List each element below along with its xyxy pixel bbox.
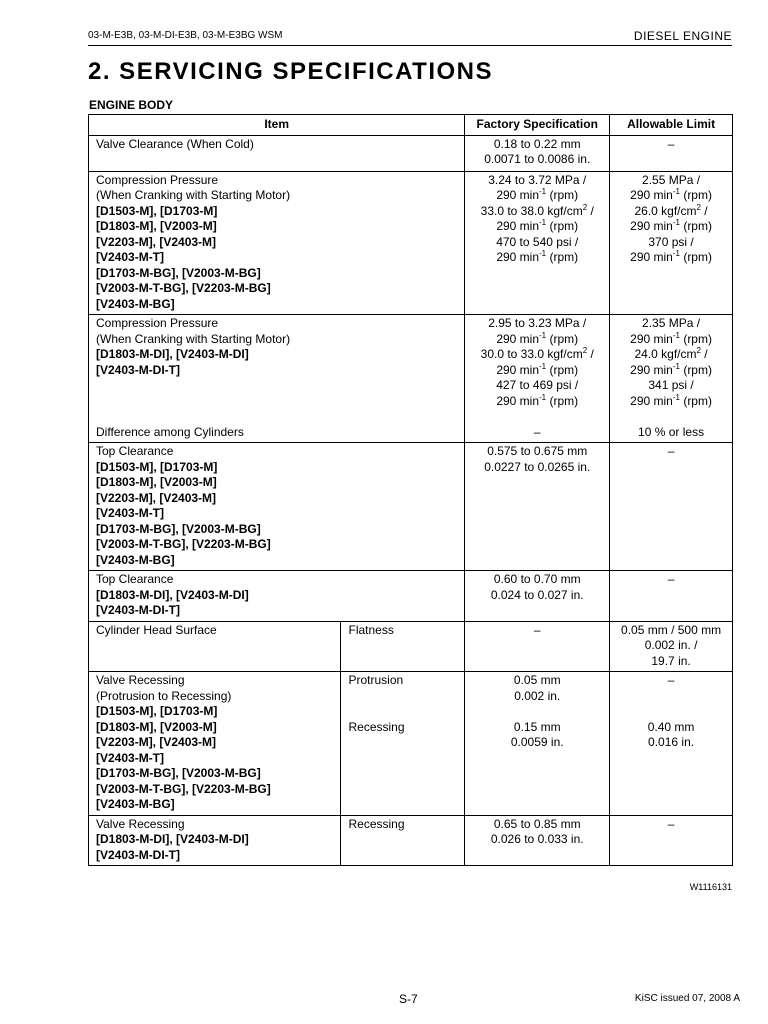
issue-note: KiSC issued 07, 2008 A [634, 993, 740, 1004]
row1-limit [610, 135, 733, 171]
value-line: 0.05 mm / 500 mm [621, 622, 722, 637]
model-line: [D1703-M-BG], [V2003-M-BG] [96, 766, 261, 780]
item-text: Top Clearance [96, 572, 174, 586]
value-line: 24.0 kgf/$cm^2$ / [634, 346, 708, 361]
model-line: [V2203-M], [V2403-M] [96, 490, 217, 505]
row5-factory [465, 571, 610, 622]
table-row [89, 672, 733, 816]
item-text: Valve Recessing [96, 816, 185, 831]
table-row [89, 135, 733, 171]
row8-factory [465, 815, 610, 866]
table-row [89, 171, 733, 315]
row7-sub [341, 672, 465, 816]
row7-item [89, 672, 341, 816]
value-line: 290 $\min^{-1} (rpm)$ [630, 187, 712, 202]
value-line: 290 $\min^{-1} (rpm)$ [496, 249, 579, 264]
value-line: 26.0 kgf/$cm^2$ / [634, 202, 708, 218]
model-line: [D1803-M], [V2003-M] [96, 475, 217, 489]
model-line: [D1503-M], [D1703-M] [96, 203, 218, 218]
value-line: 3.24 to 3.72 MPa / [488, 172, 587, 187]
value-line: 370 psi / [648, 234, 694, 249]
value-line: – [533, 424, 541, 439]
sub-item-text: Recessing [348, 719, 405, 734]
model-line: [D1803-M-DI], [V2403-M-DI] [96, 832, 249, 846]
model-line: [V2403-M-DI-T] [96, 603, 181, 617]
table-row [89, 315, 733, 443]
value-line: 30.0 to 33.0 kgf/$cm^2$ / [480, 346, 594, 361]
value-line: 427 to 469 psi / [496, 378, 579, 392]
item-text: Cylinder Head Surface [96, 622, 217, 637]
sub-item-text: Recessing [348, 816, 405, 831]
value-line: 290 $\min^{-1} (rpm)$ [630, 249, 712, 264]
model-line: [V2403-M-BG] [96, 797, 175, 811]
model-line: [D1803-M-DI], [V2403-M-DI] [96, 347, 249, 361]
value-line: 290 $\min^{-1} (rpm)$ [496, 187, 579, 202]
value-line: – [533, 622, 541, 637]
row6-item [89, 621, 341, 672]
model-line: [D1803-M-DI], [V2403-M-DI] [96, 587, 249, 602]
value-line: 290 $\min^{-1} (rpm)$ [496, 392, 579, 408]
value-line: 0.024 to 0.027 in. [490, 587, 584, 602]
value-line: 0.18 to 0.22 mm [493, 136, 581, 151]
model-line: [V2403-M-T] [96, 506, 165, 520]
value-line: 0.0071 to 0.0086 in. [484, 152, 591, 166]
model-line: [V2003-M-T-BG], [V2203-M-BG] [96, 281, 271, 295]
row2-limit [610, 171, 733, 315]
row5-item [89, 571, 465, 622]
row1-factory [465, 135, 610, 171]
item-text: Top Clearance [96, 444, 174, 458]
value-line: 2.95 to 3.23 MPa / [488, 316, 587, 330]
row1-item [89, 135, 465, 171]
model-line: [D1803-M], [V2003-M] [96, 719, 217, 734]
value-line: – [667, 673, 675, 687]
model-line: [V2403-M-T] [96, 750, 165, 765]
value-line: 290 $\min^{-1} (rpm)$ [630, 392, 712, 408]
header-right: DIESEL ENGINE [633, 29, 732, 43]
value-line: 0.0059 in. [510, 735, 564, 749]
row5-limit [610, 571, 733, 622]
value-line: 19.7 in. [651, 653, 691, 668]
value-line: 0.05 mm [513, 673, 561, 687]
row7-factory [465, 672, 610, 816]
item-text: (When Cranking with Starting Motor) [96, 331, 291, 346]
row3-limit [610, 315, 733, 443]
value-line: 0.002 in. [514, 688, 561, 703]
value-line: 0.016 in. [648, 735, 695, 749]
value-line: 0.575 to 0.675 mm [487, 444, 588, 458]
row2-item [89, 171, 465, 315]
model-line: [V2403-M-DI-T] [96, 847, 181, 862]
value-line: 33.0 to 38.0 kgf/$cm^2$ / [480, 202, 594, 218]
model-line: [V2403-M-BG] [96, 552, 175, 567]
table-row [89, 443, 733, 571]
value-line: – [667, 444, 675, 458]
table-header-row [89, 115, 733, 136]
row6-limit [610, 621, 733, 672]
row8-limit [610, 815, 733, 866]
row3-factory [465, 315, 610, 443]
value-line: 290 $\min^{-1} (rpm)$ [630, 330, 712, 346]
value-line: 0.60 to 0.70 mm [493, 572, 581, 586]
row3-item [89, 315, 465, 443]
model-line: [D1703-M-BG], [V2003-M-BG] [96, 521, 261, 536]
value-line: 0.0227 to 0.0265 in. [484, 459, 591, 474]
header-left: 03-M-E3B, 03-M-DI-E3B, 03-M-E3BG WSM [88, 30, 283, 41]
value-line: – [667, 136, 675, 151]
item-text: (Protrusion to Recessing) [96, 688, 232, 703]
document-code: W1116131 [689, 882, 732, 892]
item-text: Valve Recessing [96, 673, 185, 687]
header-factory: Factory Specification [465, 115, 610, 136]
value-line: 0.002 in. / [644, 638, 698, 652]
model-line: [D1803-M], [V2003-M] [96, 219, 217, 233]
table-row [89, 815, 733, 866]
header-limit: Allowable Limit [610, 115, 733, 136]
item-text: (When Cranking with Starting Motor) [96, 188, 291, 202]
item-text: Compression Pressure [96, 316, 219, 330]
value-line: 341 psi / [648, 378, 694, 392]
row8-sub [341, 815, 465, 866]
header-rule [88, 45, 732, 46]
value-line: 470 to 540 psi / [496, 234, 579, 249]
model-line: [D1503-M], [D1703-M] [96, 459, 218, 474]
row6-factory [465, 621, 610, 672]
model-line: [V2203-M], [V2403-M] [96, 234, 217, 249]
row7-limit [610, 672, 733, 816]
row4-limit [610, 443, 733, 571]
value-line: – [667, 816, 675, 831]
item-text: Difference among Cylinders [96, 424, 244, 439]
spec-table [88, 114, 733, 866]
value-line: 0.15 mm [513, 719, 561, 734]
row8-item [89, 815, 341, 866]
value-line: 0.026 to 0.033 in. [490, 832, 584, 846]
model-line: [V2403-M-BG] [96, 296, 175, 311]
row6-sub [341, 621, 465, 672]
value-line: 290 $\min^{-1} (rpm)$ [496, 330, 579, 346]
model-line: [V2403-M-DI-T] [96, 362, 181, 377]
model-line: [V2003-M-T-BG], [V2203-M-BG] [96, 781, 271, 796]
value-line: 2.55 MPa / [642, 172, 701, 187]
page-title: 2. SERVICING SPECIFICATIONS [88, 58, 494, 85]
value-line: 290 $\min^{-1} (rpm)$ [630, 361, 712, 377]
header-item: Item [89, 115, 465, 136]
row4-item [89, 443, 465, 571]
row4-factory [465, 443, 610, 571]
model-line: [V2403-M-T] [96, 250, 165, 264]
value-line: 290 $\min^{-1} (rpm)$ [496, 218, 579, 233]
value-line: 290 $\min^{-1} (rpm)$ [496, 361, 579, 377]
value-line: 2.35 MPa / [642, 316, 701, 330]
page-number: S-7 [399, 992, 418, 1006]
value-line: 10 % or less [638, 424, 705, 439]
model-line: [D1703-M-BG], [V2003-M-BG] [96, 265, 261, 280]
value-line: 290 $\min^{-1} (rpm)$ [630, 218, 712, 233]
sub-item-text: Flatness [348, 622, 394, 637]
model-line: [V2003-M-T-BG], [V2203-M-BG] [96, 537, 271, 551]
model-line: [V2203-M], [V2403-M] [96, 735, 217, 749]
table-row [89, 571, 733, 622]
model-line: [D1503-M], [D1703-M] [96, 704, 218, 718]
item-text: Compression Pressure [96, 172, 219, 187]
row2-factory [465, 171, 610, 315]
value-line: – [667, 572, 675, 586]
sub-item-text: Protrusion [348, 673, 404, 687]
value-line: 0.40 mm [647, 719, 695, 734]
value-line: 0.65 to 0.85 mm [493, 816, 581, 831]
section-title: ENGINE BODY [89, 98, 174, 112]
table-row [89, 621, 733, 672]
item-text: Valve Clearance (When Cold) [96, 136, 254, 151]
